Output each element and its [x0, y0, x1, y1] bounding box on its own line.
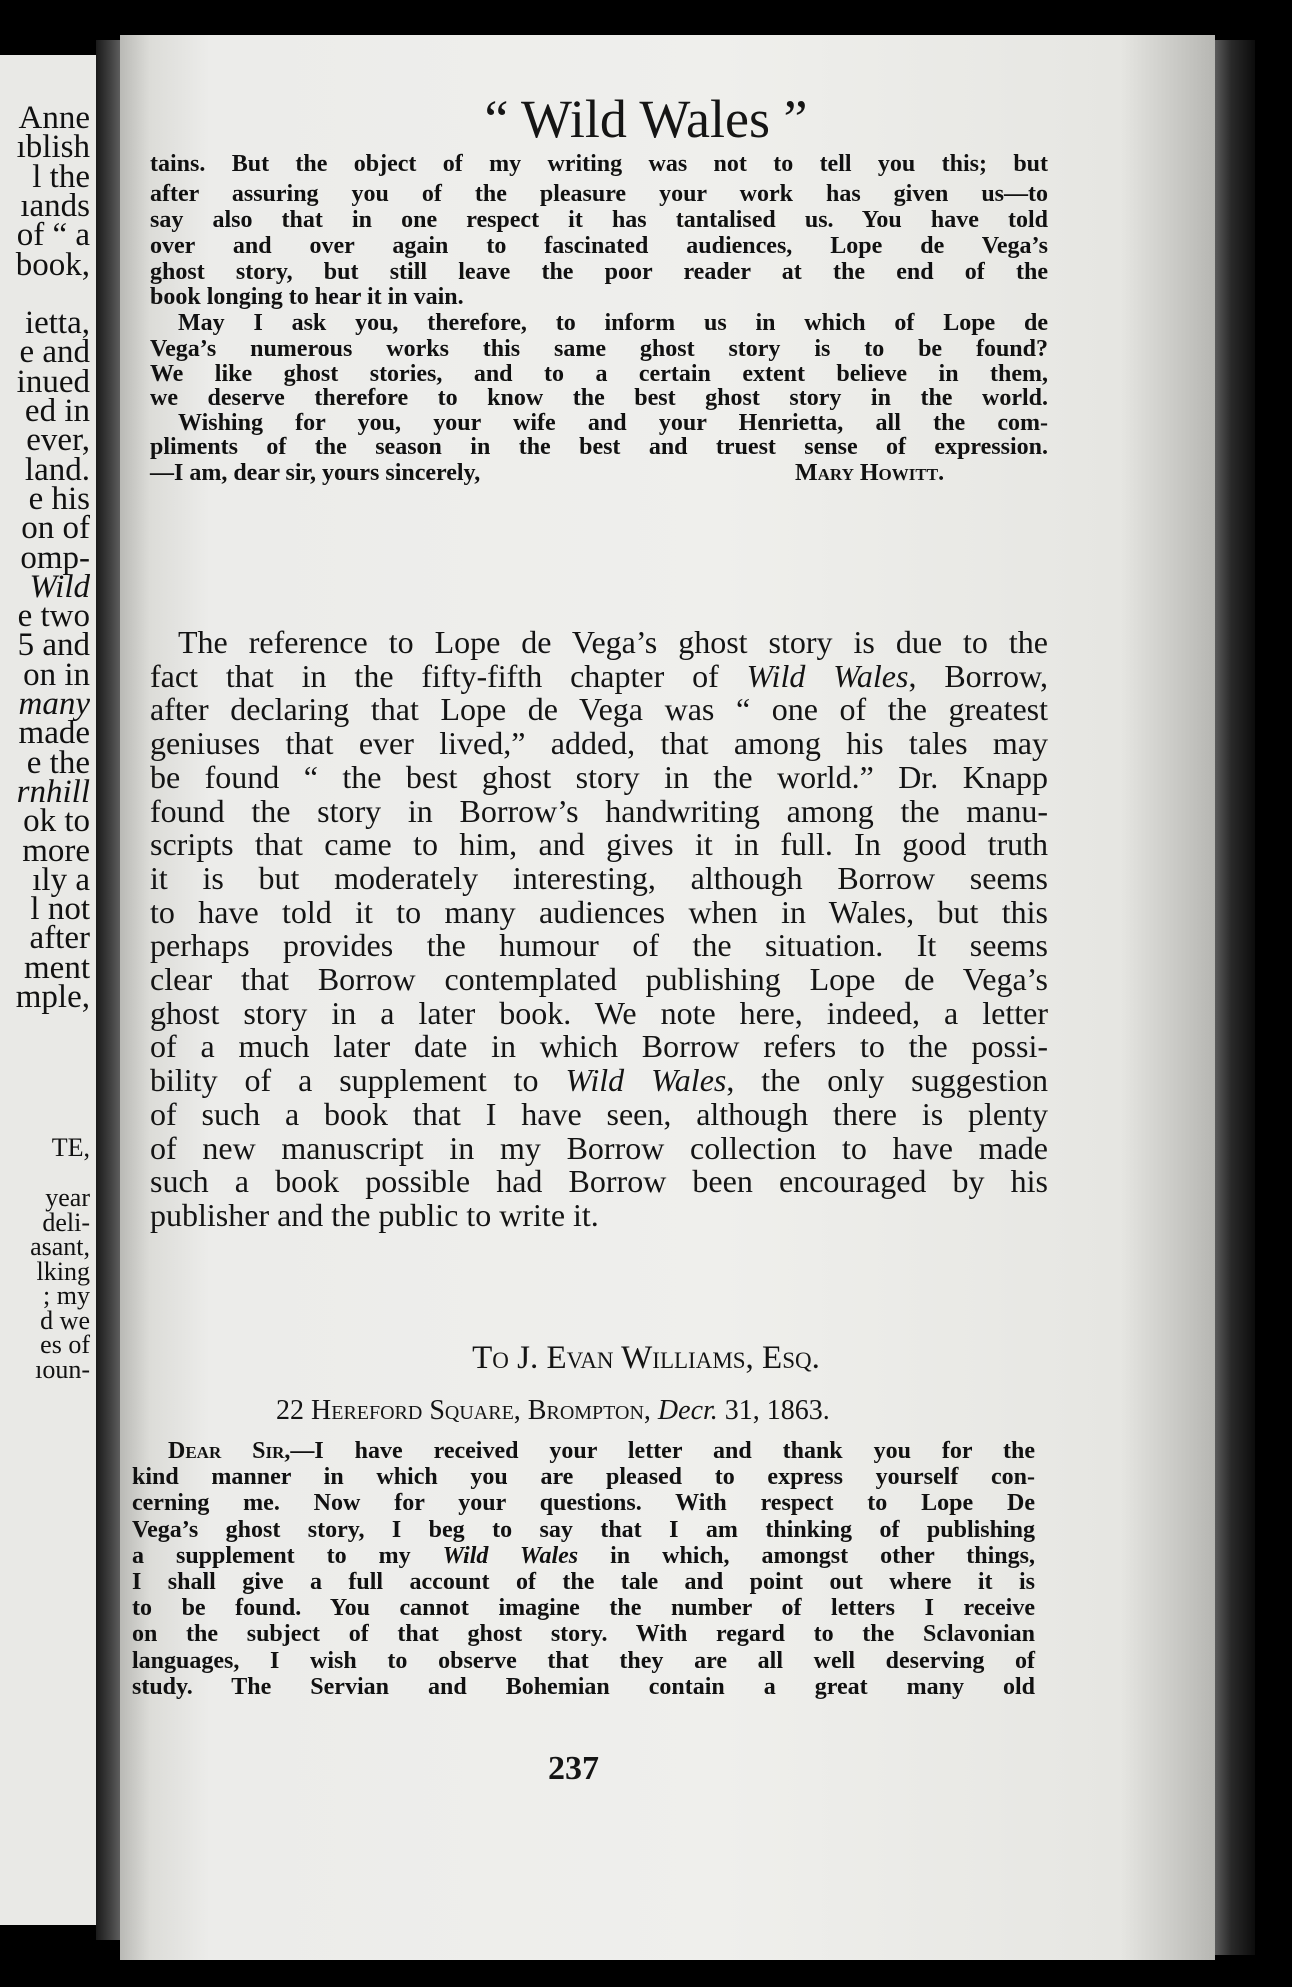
signature: Mary Howitt.	[795, 460, 945, 486]
letter-line: May I ask you, therefore, to inform us in which of Lope de	[178, 310, 1048, 336]
letter-line: ghost story, but still leave the poor reader at the end of the	[150, 259, 1048, 285]
letter-line: over and over again to fascinated audiences, Lope de Vega’s	[150, 233, 1048, 259]
commentary-line: found the story in Borrow’s handwriting among the manu-	[150, 792, 1048, 829]
letter-line: on the subject of that ghost story. With regard to the Sclavonian	[132, 1621, 1035, 1648]
commentary-line: perhaps provides the humour of the situation. It seems	[150, 927, 1048, 964]
letter-line: Vega’s ghost story, I beg to say that I am thinking of publishing	[132, 1516, 1035, 1543]
commentary-line: ghost story in a later book. We note here, indeed, a letter	[150, 994, 1048, 1031]
left-page-line: Anne	[18, 100, 90, 136]
left-page-fragment	[0, 55, 96, 1925]
left-page-line: land.	[24, 451, 90, 488]
left-page-line: asant,	[30, 1232, 90, 1261]
left-page-line: ıly a	[32, 861, 90, 898]
left-page-line: TE,	[51, 1133, 90, 1162]
commentary-line: it is but moderately interesting, although Borrow seems	[150, 859, 1048, 896]
commentary-line: clear that Borrow contemplated publishing Lope de Vega’s	[150, 961, 1048, 997]
letter-line: to be found. You cannot imagine the number of letters I receive	[132, 1595, 1035, 1622]
left-page-line: mple,	[15, 979, 90, 1015]
commentary-line: geniuses that ever lived,” added, that among his tales may	[150, 725, 1048, 762]
left-page-line: e and	[19, 334, 90, 371]
left-page-line: ok to	[23, 803, 90, 840]
commentary-line: of a much later date in which Borrow refers to the possi-	[150, 1028, 1048, 1065]
left-page-line: ment	[24, 949, 90, 986]
commentary-line: such a book possible had Borrow been encouraged by his	[150, 1163, 1048, 1200]
left-page-line: deli-	[42, 1207, 90, 1237]
letter-line: a supplement to my Wild Wales in which, amongst other things,	[132, 1542, 1035, 1569]
left-page-line: ; my	[43, 1281, 90, 1310]
letter-line: pliments of the season in the best and truest sense of expression.	[150, 434, 1048, 460]
left-page-line: e two	[17, 598, 90, 635]
left-page-line: inued	[16, 363, 90, 400]
left-page-line: omp-	[20, 539, 90, 576]
letter-address: 22 Hereford Square, Brompton, Decr. 31, 1863.	[276, 1395, 830, 1426]
commentary-line: after declaring that Lope de Vega was “ one of the greatest	[150, 691, 1048, 728]
letter-line: kind manner in which you are pleased to express yourself con-	[132, 1464, 1035, 1491]
letter-line: study. The Servian and Bohemian contain a great many old	[132, 1673, 1035, 1700]
left-page-line: lking	[36, 1256, 90, 1286]
left-page-line: d we	[40, 1305, 90, 1335]
left-page-line: e his	[28, 480, 90, 517]
running-header: “ Wild Wales ”	[484, 89, 808, 149]
left-page-line: ed in	[24, 393, 90, 429]
left-page-line: ıblish	[16, 129, 90, 166]
left-page-line: ever,	[26, 422, 90, 459]
letter-line: we deserve therefore to know the best ghost story in the world.	[150, 385, 1048, 411]
left-page-line: book,	[15, 246, 90, 283]
left-page-line: made	[18, 715, 90, 752]
letter-line: Wishing for you, your wife and your Henrietta, all the com-	[178, 410, 1048, 436]
left-page-line: of “ a	[16, 217, 90, 254]
left-page-line: rnhill	[16, 773, 90, 810]
commentary-line: publisher and the public to write it.	[150, 1196, 599, 1233]
commentary-line: of such a book that I have seen, although there is plenty	[150, 1095, 1048, 1132]
letter-line: Vega’s numerous works this same ghost story is to be found?	[150, 336, 1048, 362]
letter-line: say also that in one respect it has tantalised us. You have told	[150, 207, 1048, 233]
letter-line: book longing to hear it in vain.	[150, 284, 464, 310]
letter-line: I shall give a full account of the tale and point out where it is	[132, 1569, 1035, 1595]
left-page-line: more	[22, 832, 90, 869]
left-page-line: l the	[32, 158, 90, 195]
letter-line: —I am, dear sir, yours sincerely,	[150, 460, 481, 486]
commentary-line: fact that in the fifty-fifth chapter of Wild Wales, Borrow,	[150, 657, 1049, 694]
left-page-line: on of	[21, 510, 90, 547]
commentary-line: to have told it to many audiences when in Wales, but this	[150, 893, 1048, 930]
commentary-line: bility of a supplement to Wild Wales, the only suggestion	[150, 1062, 1049, 1099]
letter-line: cerning me. Now for your questions. With respect to Lope De	[132, 1490, 1035, 1517]
left-page-line: 5 and	[17, 627, 90, 664]
letter-line: after assuring you of the pleasure your work has given us—to	[150, 181, 1048, 207]
left-page-line: on in	[23, 656, 90, 693]
left-page-line: Wild	[29, 568, 90, 605]
letter-heading: To J. Evan Williams, Esq.	[472, 1340, 820, 1376]
page-number: 237	[548, 1750, 599, 1787]
left-page-line: many	[18, 686, 90, 722]
left-page-line: ietta,	[24, 305, 90, 342]
letter-line: tains. But the object of my writing was not to tell you this; but	[150, 151, 1048, 177]
commentary-line: of new manuscript in my Borrow collection to have made	[150, 1129, 1048, 1166]
left-page-line: ıands	[20, 187, 90, 224]
left-page-line: ıoun-	[35, 1354, 90, 1384]
commentary-line: scripts that came to him, and gives it in full. In good truth	[150, 826, 1048, 863]
left-page-line: year	[45, 1183, 90, 1212]
commentary-line: The reference to Lope de Vega’s ghost story is due to the	[178, 624, 1048, 660]
page-edge	[1215, 40, 1255, 1955]
letter-line: Dear Sir,—I have received your letter and thank you for the	[168, 1438, 1035, 1464]
salutation: Dear Sir,	[168, 1438, 291, 1464]
left-page-line: es of	[40, 1330, 90, 1359]
letter-line: We like ghost stories, and to a certain extent believe in them,	[150, 361, 1048, 387]
left-page-line: e the	[26, 744, 90, 781]
letter-line: languages, I wish to observe that they are all well deserving of	[132, 1647, 1035, 1674]
left-page-line: after	[29, 920, 90, 957]
commentary-line: be found “ the best ghost story in the world.” Dr. Knapp	[150, 758, 1048, 795]
left-page-line: l not	[30, 891, 90, 928]
